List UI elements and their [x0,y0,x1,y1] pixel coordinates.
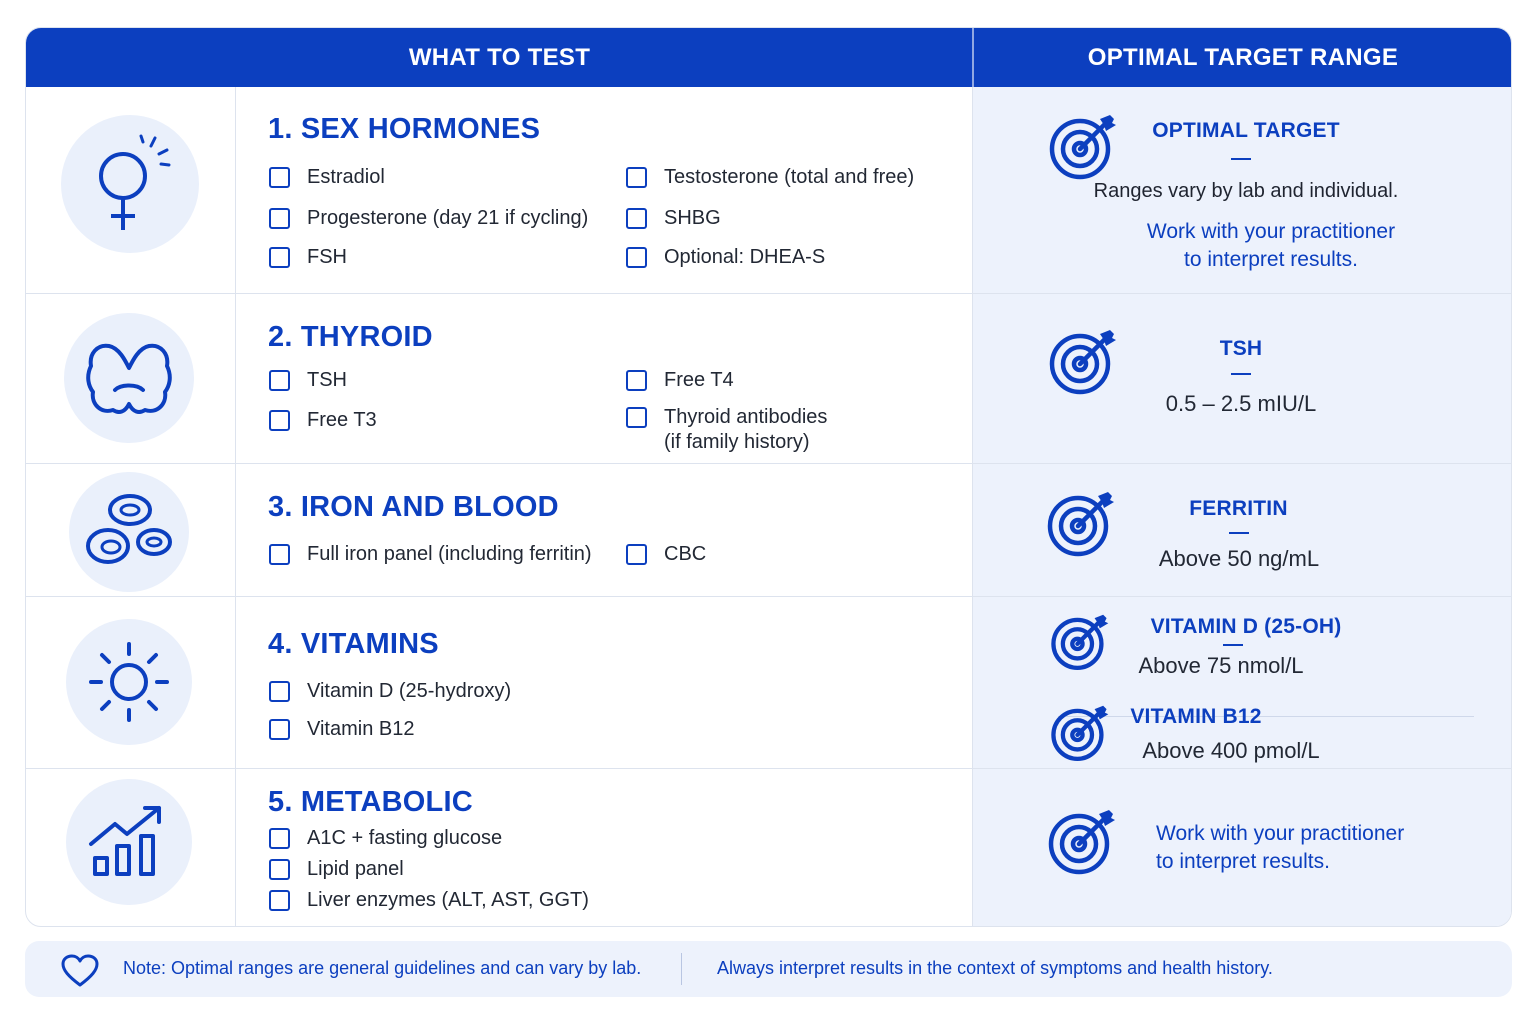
checklist-item[interactable]: Estradiol [269,165,385,190]
target-value-vitamin-d: Above 75 nmol/L [1138,653,1304,678]
target-label-vitamin-d: VITAMIN D (25-OH) [1150,615,1342,638]
checkbox[interactable] [269,208,290,229]
checklist-item[interactable]: Liver enzymes (ALT, AST, GGT) [269,888,589,913]
table-header [26,28,1511,87]
checkbox[interactable] [269,859,290,880]
target-dash [1231,158,1251,160]
sun-icon [87,640,171,724]
target-icon [1046,490,1116,560]
header-optimal-range: OPTIMAL TARGET RANGE [1087,43,1399,71]
target-label-ferritin: FERRITIN [1189,497,1288,520]
target-value-ferritin: Above 50 ng/mL [1158,546,1320,571]
target-dash [1223,644,1243,646]
checklist-item[interactable]: A1C + fasting glucose [269,826,502,851]
checkbox[interactable] [269,370,290,391]
checklist-item[interactable]: FSH [269,245,347,270]
checklist-item[interactable]: Free T4 [626,368,734,393]
checklist-item[interactable]: Full iron panel (including ferritin) [269,542,592,567]
checkbox[interactable] [269,544,290,565]
row-divider [26,463,1512,464]
checklist-item[interactable]: Vitamin B12 [269,717,414,742]
checklist-item[interactable]: Thyroid antibodies (if family history) [626,405,827,455]
footer-note-context: Always interpret results in the context of symptoms and health history. [717,958,1273,978]
target-icon [1050,613,1110,673]
target-value-vitamin-b12: Above 400 pmol/L [1142,738,1320,763]
checkbox[interactable] [269,828,290,849]
section-title-vitamins: 4. VITAMINS [268,628,439,660]
checklist-item[interactable]: Optional: DHEA-S [626,245,825,270]
thyroid-icon [81,338,177,418]
column-divider-targets [972,87,973,927]
target-label-tsh: TSH [1219,337,1263,360]
footer-note-guidelines: Note: Optimal ranges are general guidelines and can vary by lab. [123,958,642,978]
section-icon-circle [66,779,192,905]
section-title-thyroid: 2. THYROID [268,321,433,353]
checkbox[interactable] [269,410,290,431]
checkbox[interactable] [626,407,647,428]
target-dash [1231,373,1251,375]
section-icon-circle [66,619,192,745]
test-checklist-table [25,27,1512,927]
row-divider [26,596,1512,597]
growth-chart-icon [87,800,171,884]
checkbox[interactable] [626,544,647,565]
checklist-item[interactable]: CBC [626,542,706,567]
checkbox[interactable] [626,370,647,391]
checkbox[interactable] [626,247,647,268]
header-what-to-test: WHAT TO TEST [408,43,591,71]
target-icon [1047,808,1117,878]
row-divider [26,768,1512,769]
section-title-sex-hormones: 1. SEX HORMONES [268,113,541,145]
section-icon-circle [61,115,199,253]
checkbox[interactable] [269,247,290,268]
target-icon [1048,328,1118,398]
checkbox[interactable] [269,719,290,740]
checklist-item[interactable]: Free T3 [269,408,377,433]
section-icon-circle [64,313,194,443]
footer-note-bar [25,941,1512,997]
checkbox[interactable] [626,167,647,188]
checklist-item[interactable]: SHBG [626,206,721,231]
checkbox[interactable] [269,681,290,702]
checkbox[interactable] [269,890,290,911]
checklist-item[interactable]: Progesterone (day 21 if cycling) [269,206,588,231]
blood-cells-icon [84,492,174,572]
target-note: Ranges vary by lab and individual. [1093,180,1399,202]
section-icon-circle [69,472,189,592]
target-icon [1048,113,1118,183]
target-advice-metabolic: Work with your practitioner to interpret results. [1156,822,1405,873]
footer-divider [681,953,682,985]
checklist-item[interactable]: Vitamin D (25-hydroxy) [269,679,511,704]
target-dash [1229,532,1249,534]
heart-icon [60,954,100,988]
section-title-metabolic: 5. METABOLIC [268,786,473,818]
female-symbol-icon [85,134,175,234]
target-value-tsh: 0.5 – 2.5 mIU/L [1165,391,1317,416]
target-icon [1050,704,1110,764]
checkbox[interactable] [626,208,647,229]
checklist-item[interactable]: Lipid panel [269,857,404,882]
target-label-vitamin-b12: VITAMIN B12 [1130,705,1262,728]
checkbox[interactable] [269,167,290,188]
column-divider-icons [235,87,236,927]
target-label-optimal: OPTIMAL TARGET [1152,119,1340,142]
section-title-iron-blood: 3. IRON AND BLOOD [268,491,559,523]
row-divider [26,293,1512,294]
target-advice: Work with your practitioner to interpret results. [1146,220,1396,271]
checklist-item[interactable]: Testosterone (total and free) [626,165,914,190]
checklist-item[interactable]: TSH [269,368,347,393]
